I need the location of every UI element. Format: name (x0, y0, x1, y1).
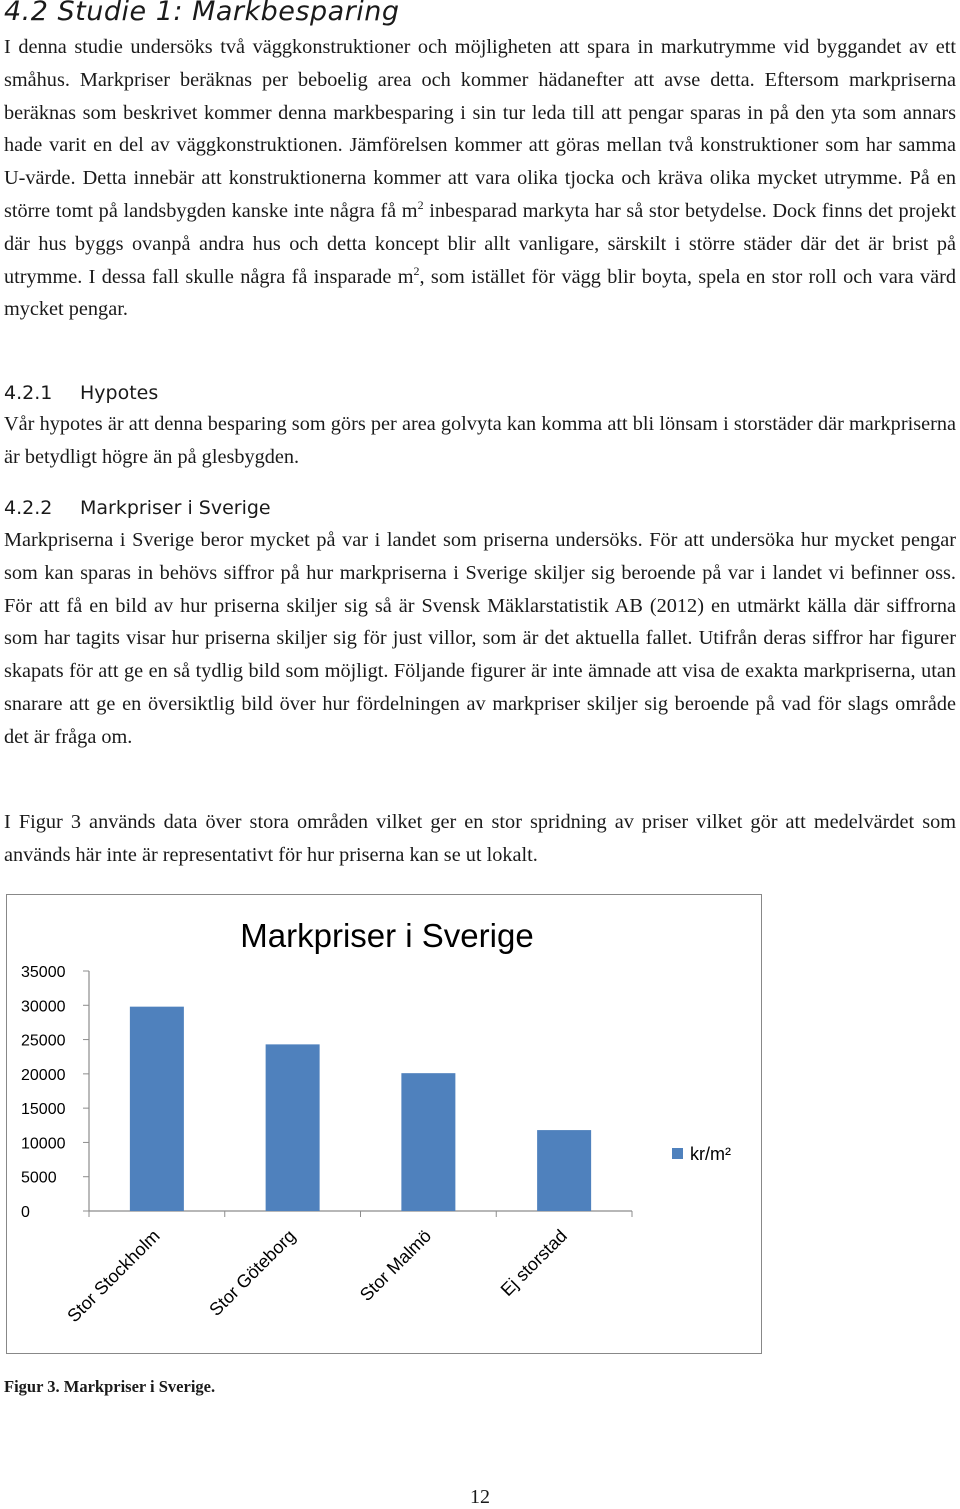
y-tick-label: 15000 (21, 1101, 66, 1119)
y-tick-label: 10000 (21, 1135, 66, 1153)
section-heading: 4.2 Studie 1: Markbesparing (4, 0, 400, 27)
y-tick-label: 20000 (21, 1066, 66, 1084)
x-category-label: Stor Malmö (355, 1225, 436, 1305)
chart-x-labels (63, 1226, 571, 1326)
bar-chart (6, 894, 762, 1354)
chart-y-ticks (21, 964, 89, 1221)
prices-heading: 4.2.2 Markpriser i Sverige (4, 497, 271, 519)
y-tick-label: 35000 (21, 964, 66, 981)
bar (266, 1044, 320, 1211)
page-number: 12 (470, 1486, 490, 1508)
figure-caption: Figur 3. Markpriser i Sverige. (4, 1377, 216, 1396)
bar (130, 1007, 184, 1211)
legend-label: kr/m² (690, 1144, 731, 1164)
x-category-label: Ej storstad (496, 1225, 571, 1300)
bar (401, 1073, 455, 1211)
y-tick-label: 30000 (21, 998, 66, 1016)
chart-legend (672, 1144, 731, 1164)
y-tick-label: 0 (21, 1204, 30, 1221)
chart-canvas (7, 895, 763, 1355)
prices-paragraph: Markpriserna i Sverige beror mycket på var i landet som priserna undersöks. För att undersöka hur mycket pengar som kan sparas in behövs siffror på hur markpriserna i Sverige skiljer sig beroende på var i landet vi befinner oss. För att få en bild av hur priserna skiljer sig så är Svensk Mäklarstatistik AB (2012) en utmärkt källa där siffrorna som har tagits visar hur priserna skiljer sig för just villor, som är det aktuella fallet. Utifrån deras siffror har figurer skapats för att ge en så tydlig bild som möjligt. Följande figurer är inte ämnade att visa de exakta markpriserna, utan snarare att ge en översiktlig bild över hur fördelningen av markpriser skiljer sig beroende på vad för slags område det är fråga om. (4, 529, 956, 748)
legend-swatch (672, 1148, 683, 1159)
chart-bars (130, 1007, 591, 1211)
hypothesis-heading: 4.2.1 Hypotes (4, 382, 159, 404)
intro-paragraph: I denna studie undersöks två väggkonstruktioner och möjligheten att spara in markutrymme vid byggandet av ett småhus. Markpriser beräknas per beboelig area och kommer hädanefter att avse detta. Eftersom markpriserna beräknas som beskrivet kommer denna markbesparing i sin tur leda till att pengar sparas in på den yta som annars hade varit en del av väggkonstruktionen. Jämförelsen kommer att göras mellan två konstruktioner som har samma U-värde. Detta innebär att konstruktionerna kommer att vara olika tjocka och kräva olika mycket utrymme. På en större tomt på landsbygden kanske inte några få $m^2$ inbesparad markyta har så stor betydelse. Dock finns det projekt där hus byggs ovanpå andra hus och detta koncept blir allt vanligare, särskilt i större städer där det är brist på utrymme. I dessa fall skulle några få insparade $m^2$, som istället för vägg blir boyta, spela en stor roll och vara värd mycket pengar. (4, 36, 956, 321)
bar (537, 1130, 591, 1211)
chart-title: Markpriser i Sverige (240, 917, 534, 954)
y-tick-label: 25000 (21, 1032, 66, 1050)
x-category-label: Stor Göteborg (205, 1225, 300, 1320)
x-category-label: Stor Stockholm (63, 1225, 164, 1327)
y-tick-label: 5000 (21, 1169, 57, 1187)
figure-intro-paragraph: I Figur 3 används data över stora områden vilket ger en stor spridning av priser vilket gör att medelvärdet som används här inte är representativt för hur priserna kan se ut lokalt. (4, 811, 956, 866)
hypothesis-paragraph: Vår hypotes är att denna besparing som görs per area golvyta kan komma att bli lönsam i storstäder där markpriserna är betydligt högre än på glesbygden. (4, 413, 956, 468)
